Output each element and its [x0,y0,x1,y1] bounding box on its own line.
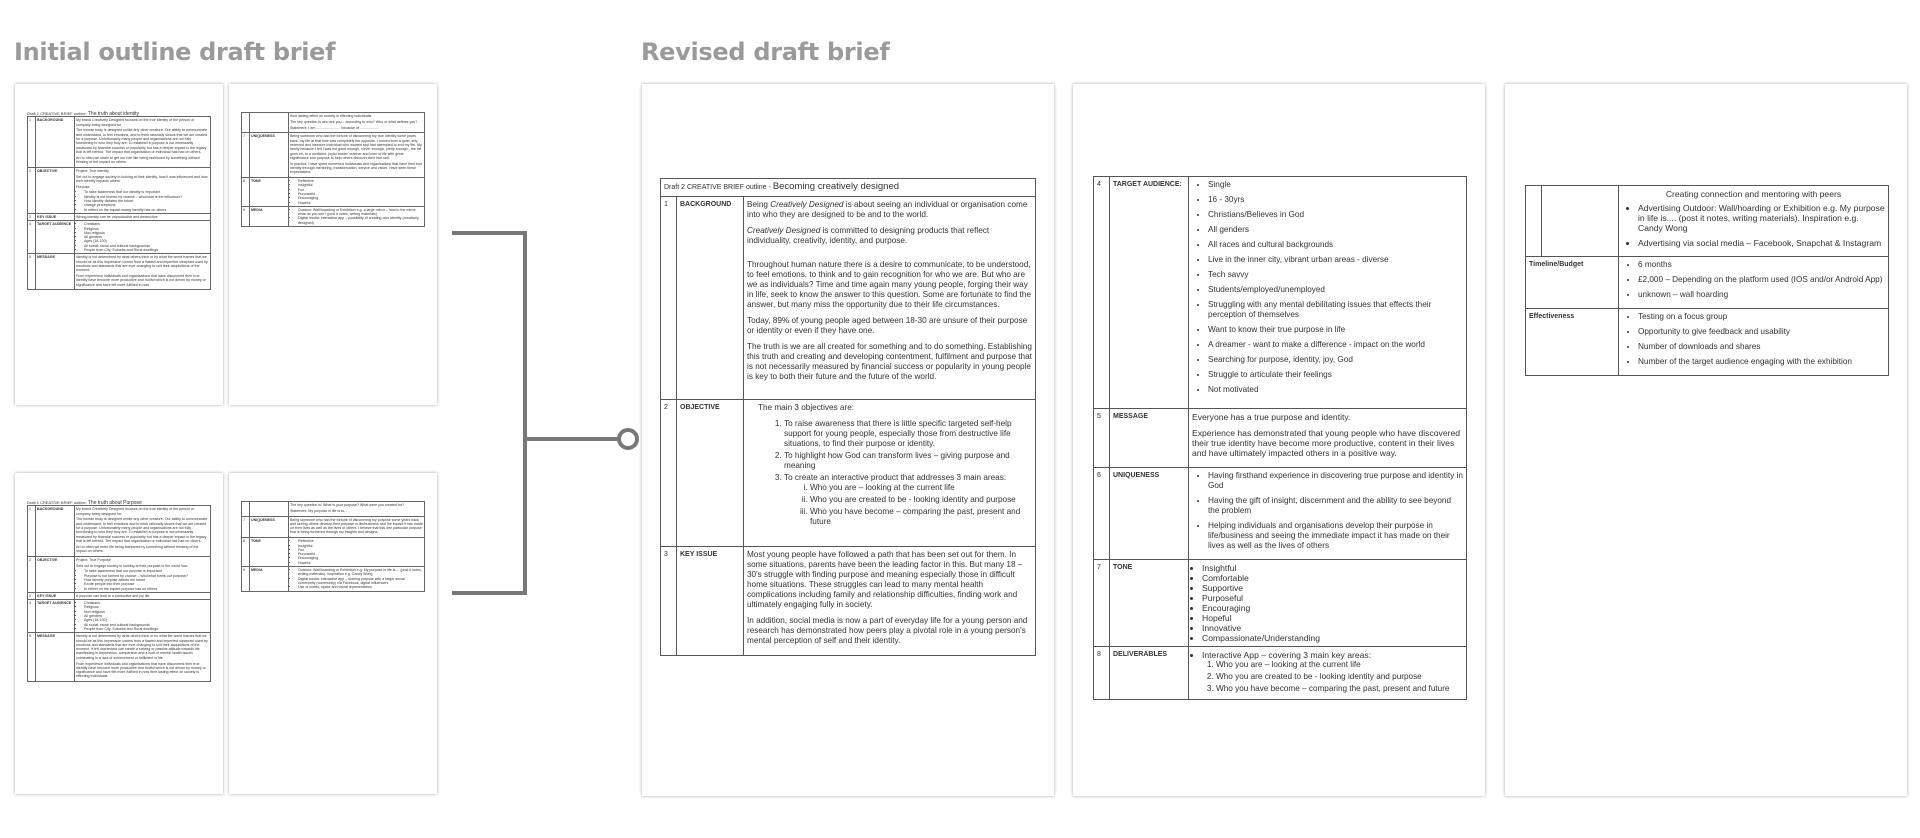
effectiveness-label: Effectiveness [1526,309,1619,376]
initial-brief-page-1 [15,84,223,405]
brief-table: 1 BACKGROUND My brand Creatively Designed focuses on the true identity of the person or company being designed for. The human body is designed unlike any other creature. Our ability to communicate and understand, to feel emotions, and to think rationally shows that we are created for a purpose. Unfortunately many people and organisations are not fully functioning to who they truly are. To establish a purpose is not necessarily measured by financial success or popularity but has a deeper impact in the legacy that is left behind. The impact that organisation or individual has had on others. Art to often we strain to get our role like being fashioned by something without thinking of the impact on others. 2 OBJECTIVE Project: True Identity Set out to engage society in looking at their identity, how it was influenced and how their identity impacts others. Purpose: • To raise awareness that our identity is important • Identity is not formed by chance – who/what is the influencer? • How identity dictates the future • change perceptions • to reflect on the impact wrong identity has on others 3 KEY ISSUE Wrong identity can be unproductive and destructive 4 TARGET AUDIENCE • Christians • Religious • Non religious • All genders • Ages (18-100) • All social, racial and cultural backgrounds • People from City, Suburbs and Rural dwellings 5 MESSAGE Identity is not determined by what others think or by what the world frames that we should be as this impression comes from a flawed and imperfect viewpoint used by emotions and standards that are ever changing to suit their acquisitions of the moment. From experience individuals and organisations that have discovered their true identity have become more productive and fruitful which is not driven by money or significance and have felt more fulfilled in how [27,116,211,290]
initial-brief-page-4 [229,473,437,794]
key-issue-label: KEY ISSUE [677,547,744,656]
message-label: MESSAGE [1110,409,1189,468]
tone-label: TONE [1110,560,1189,647]
uniqueness-list: • Having firsthand experience in discovering true purpose and identity in God • Having the gift of insight, discernment and the ability to see beyond the problem • Helping individuals and organisations develop their purpose in life/business and seeing the immediate impact it has made on their lives as well as the lives of others [1189,468,1467,560]
brief-table: The key question is: What is your purpose? What were you created for? Statement: My purpose in life is to... 7 UNIQUENESS Being someone who had the fortune of discovering my purpose some years back and seeing others develop their purpose in life/business and the impact it has made on their lives as well as the lives of others. I believe that this one particular purpose that is being furthered through my insights and designs. 8 TONE • Reflective • Insightful • Fun • Purposeful • Encouraging • Hopeful 9 MEDIA • Outdoor: Wall/hoarding or Exhibition e.g. My purpose in life is.... (post it notes, writing materials). Inspiration e.g. Candy Wong • Digital media: interactive app – sharing purpose with a larger social community (community) via Facebook, digital influencers • Use of words, space and visual representation [241,501,425,592]
key-issue-text: Most young people have followed a path that has been set out for them. In some situations, parents have been the leading factor in this. But many 18 – 30's struggle with finding purpose and meaning especially those in difficult home situations. These struggles can lead to many mental health complications including family and relationship difficulties, finding work and ultimately engaging fully in society. In addition, social media is now a part of everyday life for a young person and research has demonstrated how peers play a pivotal role in a young person's mental perception of self and their identity. [744,547,1036,656]
timeline-budget-label: Timeline/Budget [1526,257,1619,309]
revised-brief-page-2 [1073,84,1485,796]
brief-title: Draft 2 CREATIVE BRIEF outline - Becoming creatively designed [661,179,1036,197]
target-audience-label: TARGET AUDIENCE: [1110,177,1189,409]
message-text: Everyone has a true purpose and identity. Experience has demonstrated that young people who have discovered their true identity have become more productive, content in their lives and have ultimately impacted others in a positive way. [1189,409,1467,468]
connector-bracket [450,225,640,605]
media-list: Creating connection and mentoring with peers • Advertising Outdoor: Wall/hoarding or Exhibition e.g. My purpose in life is.... (post it notes, writing materials). Inspiration e.g. Candy Wong • Advertising via social media – Facebook, Snapchat & Instagram [1619,186,1889,257]
tone-list: • Insightful • Comfortable • Supportive • Purposeful • Encouraging • Hopeful • Innovative • Compassionate/Understanding [1189,560,1467,647]
initial-draft-heading: Initial outline draft brief [14,38,336,66]
background-text: Being Creatively Designed is about seeing an individual or organisation come into who they are designed to be and to the world. Creatively Designed is committed to designing products that reflect individuality, creativity, identity, and purpose. Throughout human nature there is a desire to communicate, to be understood, to feel emotions, to think and to gain recognition for who we are. But who are we as individuals? Time and time again many young people, forging their way in life, seek to know the answer to this question. Some are fortunate to find the answer, but many miss the opportunity due to their life circumstances. Today, 89% of young people aged between 18-30 are unsure of their purpose or identity or even if they have one. The truth is we are all created for something and to do something. Establishing this truth and creating and developing contentment, fulfilment and purpose that is not necessarily measured by financial success or popularity in young people is key to both their future and the future of the world. [744,197,1036,400]
revised-brief-table: Draft 2 CREATIVE BRIEF outline - Becoming creatively designed 1 BACKGROUND Being Creatively Designed is about seeing an individual or organisation come into who they are designed to be and to the world. Creatively Designed is committed to designing products that reflect individuality, creativity, identity, and purpose. Throughout human nature there is a desire to communicate, to be understood, to feel emotions, to think and to gain recognition for who we are. But who are we as individuals? Time and time again many young people, forging their way in life, seek to know the answer to this question. Some are fortunate to find the answer, but many miss the opportunity due to their life circumstances. Today, 89% of young people aged between 18-30 are unsure of their purpose or identity or even if they have one. The truth is we are all created for something and to do something. Establishing this truth and creating and developing contentment, fulfilment and purpose that is not necessarily measured by financial success or popularity in young people is key to both their future and the future of the world. 2 OBJECTIVE The main 3 objectives are: 1. To raise awareness that there is little specific targeted self-help support for young people, especially those from destructive life situations, to find their purpose or identity. 2. To highlight how God can transform lives – giving purpose and meaning 3. To create an interactive product that addresses 3 main areas: i. Who you are – looking at the current life ii. Who you are created to be - looking identity and purpose iii. Who you have become – comparing the past, present and future 3 KEY ISSUE Most young people have followed a path that has been set out for them. In some situations, parents have been the leading factor in this. But many 18 – 30's struggle with finding purpose and meaning especially those in difficult home situations. These struggles can lead to many mental health complications including family and relationship difficulties, finding work and ultimately engaging fully in society. In addition, social media is now a part of everyday life for a young person and research has demonstrated how peers play a pivotal role in a young person's mental perception of self and their identity. [660,178,1036,656]
objective-text: The main 3 objectives are: 1. To raise awareness that there is little specific targeted self-help support for young people, especially those from destructive life situations, to find their purpose or identity. 2. To highlight how God can transform lives – giving purpose and meaning 3. To create an interactive product that addresses 3 main areas: i. Who you are – looking at the current life ii. Who you are created to be - looking identity and purpose iii. Who you have become – comparing the past, present and future [744,400,1036,547]
revised-draft-heading: Revised draft brief [641,38,890,66]
revised-brief-table: 4 TARGET AUDIENCE: • Single • 16 - 30yrs • Christians/Believes in God • All genders • All races and cultural backgrounds • Live in the inner city, vibrant urban areas - diverse • Tech savvy • Students/employed/unemployed • Struggling with any mental debilitating issues that effects their perception of themselves • Want to know their true purpose in life • A dreamer - want to make a difference - impact on the world • Searching for purpose, identity, joy, God • Struggle to articulate their feelings • Not motivated 5 MESSAGE Everyone has a true purpose and identity. Experience has demonstrated that young people who have discovered their true identity have become more productive, content in their lives and have ultimately impacted others in a positive way. 6 UNIQUENESS • Having firsthand experience in discovering true purpose and identity in God • Having the gift of insight, discernment and the ability to see beyond the problem • Helping individuals and organisations develop their purpose in life/business and seeing the immediate impact it has made on their lives as well as the lives of others 7 TONE • Insightful • Comfortable • Supportive • Purposeful • Encouraging • Hopeful • Innovative • Compassionate/Understanding 8 DELIVERABLES • Interactive App – covering 3 main key areas: 1. Who you are – looking at the current life 2. Who you are created to be - looking identity and purpose 3. Who you have become – comparing the past, present and future [1093,176,1467,700]
initial-brief-page-2 [229,84,437,405]
brief-title: Draft 1 CREATIVE BRIEF outline: The truth about identity [27,111,140,117]
brief-table: their lasting effect on society is effecting individuals. The key question is who are you – according to who? Who or what defines you? Statement: I am ........................ because of ................... 7 UNIQUENESS Being someone who had the fortune of discovering my true identity some years back, my life at that time was completely the opposite. I moved from a quiet, shy, reserved and insecure individual who wanted and had attempted to end my life. My family because I felt I was not good enough, clever enough, pretty enough - the list goes on, to a confident, joyful leader, teacher and lover of life with great significance and purpose to help others discover their true self. In practice I have spent numerous individuals and organisations that have their true identity through mentoring, transformation, service and vision. Have seen these expectations. 8 TONE • Reflective • Insightful • Fun • Purposeful • Encouraging • Hopeful 9 MEDIA • Outdoor: Wall/hoarding or Exhibition e.g. a large mirror – how in the mirror, what do you see? (post it notes, writing materials) • Digital media: interactive app – possibility of creating own identity (creatively designed) [241,112,425,227]
target-audience-list: • Single • 16 - 30yrs • Christians/Believes in God • All genders • All races and cultural backgrounds • Live in the inner city, vibrant urban areas - diverse • Tech savvy • Students/employed/unemployed • Struggling with any mental debilitating issues that effects their perception of themselves • Want to know their true purpose in life • A dreamer - want to make a difference - impact on the world • Searching for purpose, identity, joy, God • Struggle to articulate their feelings • Not motivated [1189,177,1467,409]
deliverables-label: DELIVERABLES [1110,647,1189,700]
revised-brief-table [1525,185,1889,376]
revised-brief-page-3 [1505,84,1907,796]
timeline-budget-list: • 6 months • £2,000 – Depending on the platform used (IOS and/or Android App) • unknown – wall hoarding [1619,257,1889,309]
brief-title: Draft 1 CREATIVE BRIEF outline: The truth about Purpose [27,500,142,506]
deliverables-list: • Interactive App – covering 3 main key areas: 1. Who you are – looking at the current life 2. Who you are created to be - looking identity and purpose 3. Who you have become – comparing the past, present and future [1189,647,1467,700]
effectiveness-list: • Testing on a focus group • Opportunity to give feedback and usability • Number of downloads and shares • Number of the target audience engaging with the exhibition [1619,309,1889,376]
objective-label: OBJECTIVE [677,400,744,547]
revised-brief-page-1 [642,84,1054,796]
brief-table: 1 BACKGROUND My brand Creatively Designed focuses on the true identity of the person or company being designed for. The human body is designed unlike any other creature. Our ability to communicate and understand, to feel emotions and to think rationally shows that we are created for a purpose. Unfortunately many people and organisations are not fully functioning to who they truly are. To establish a purpose is not necessarily measured by financial success or popularity but has a deeper impact in the legacy that is left behind. The impact that organisation or individual has had on others. Art to often we enter life being fashioned by something without thinking of the impact on others. 2 OBJECTIVE Project: True Purpose Sets out to engage society in looking at their purpose in the world how • To raise awareness that our purpose is important • Purpose is not formed by chance – who/what forms our purpose? • How identity purpose affects the future • Excite people into their purpose • to reflect on the impact purpose has on others 3 KEY ISSUE A purpose can lead to a productive and joy life 4 TARGET AUDIENCE • Christians • Religious • Non religious • All genders • Ages (18-100) • All social, racial and cultural backgrounds • People from City, Suburbs and Rural dwellings 5 MESSAGE Identity is not determined by what others think or by what the world frames that we should be as this impression comes from a flawed and imperfect viewpoint used by emotions and standards that are ever changing to suit their acquisitions of the moment. If left unchecked can create a striving or passive attitude towards life manifesting in depression, comparison and a host of mental health issues culminating in a lack of achievement or fulfilment in life. From experience individuals and organisations that have discovered their true identity have become more productive and fruitful which is not driven by money or significance and have felt more fulfilled in how their lasting effect on society is effecting individuals. [27,505,211,682]
uniqueness-label: UNIQUENESS [1110,468,1189,560]
initial-brief-page-3 [15,473,223,794]
background-label: BACKGROUND [677,197,744,400]
